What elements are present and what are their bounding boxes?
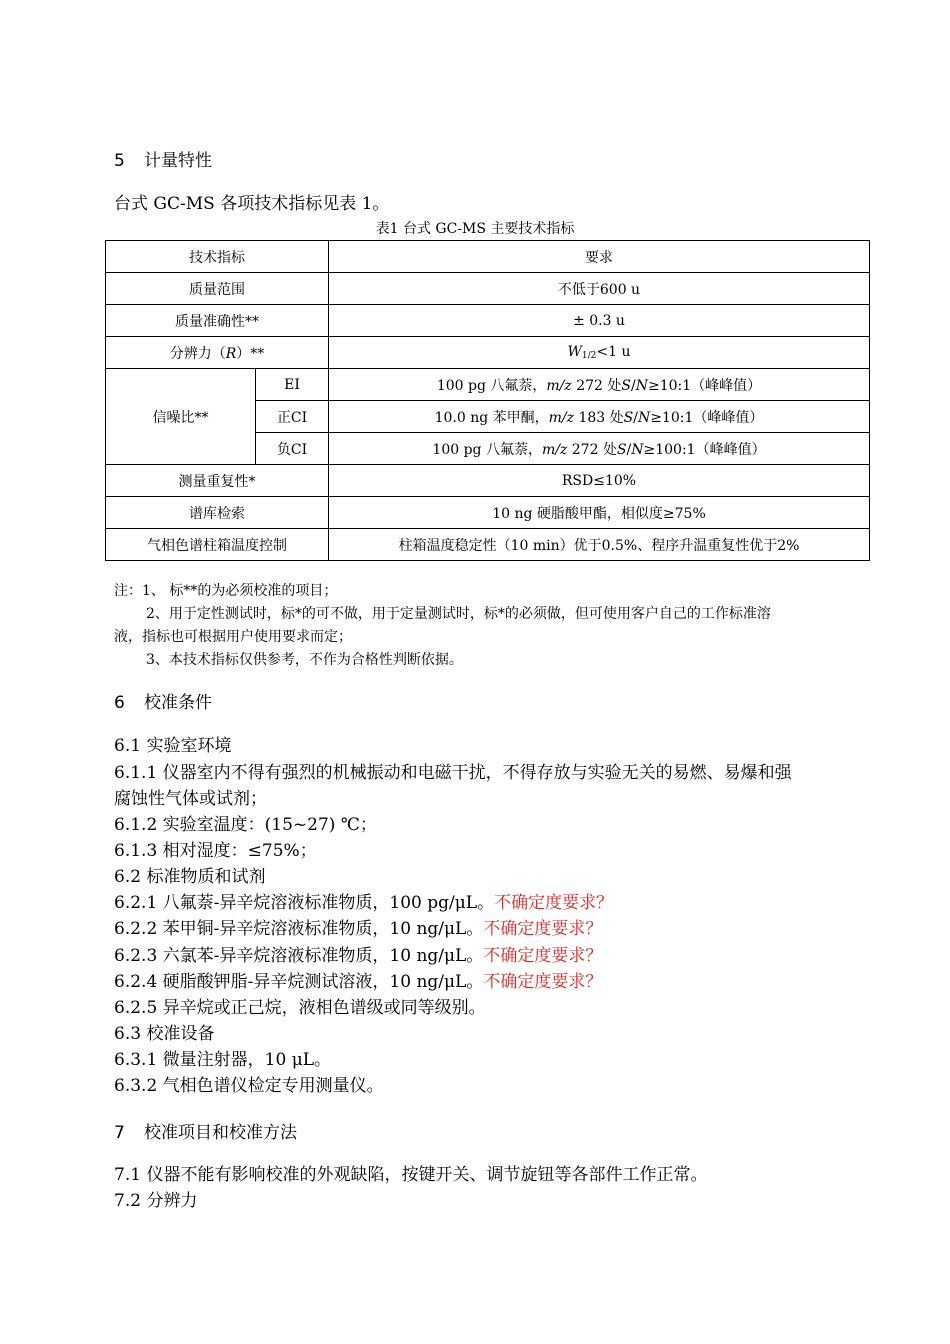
text-run: S [616,441,627,458]
table-row [106,369,870,401]
para-6-3: 6.3 校准设备 [114,1024,215,1044]
para-6-3-2: 6.3.2 气相色谱仪检定专用测量仪。 [114,1076,384,1096]
text-run: N [631,441,644,458]
table-header-req: 要求 [329,241,870,273]
section-6-heading [114,688,212,713]
uncertainty-annotation: 不确定度要求？ [483,946,603,966]
table-row [106,497,870,529]
uncertainty-annotation: 不确定度要求？ [494,893,614,913]
table-cell: 柱箱温度稳定性（10 min）优于0.5%、程序升温重复性优于2% [329,529,870,561]
table-row [106,529,870,561]
text-run: 6.2.1 八氟萘-异辛烷溶液标准物质，100 pg/μL。 [114,893,495,913]
text-run: <1 u [596,344,631,360]
para-6-2-5: 6.2.5 异辛烷或正己烷，液相色谱级或同等级别。 [114,998,486,1018]
section-number: 6 [114,693,125,713]
spec-table [105,240,870,561]
text-run: / [626,441,632,458]
note-1: 注：1、 标**的为必须校准的项目； [114,583,338,599]
text-run: S [623,409,634,426]
section-title: 校准条件 [144,693,212,713]
para-6-1-1: 6.1.1 仪器室内不得有强烈的机械振动和电磁干扰，不得存放与实验无关的易燃、易爆和强 [114,763,792,783]
table-row [106,305,870,337]
table-row [106,465,870,497]
text-run: N [635,377,648,394]
text-run: ≥10:1（峰峰值） [647,377,762,394]
text-run: ≥100:1（峰峰值） [643,441,766,458]
text-run: m/z [548,409,575,426]
note-3: 3、本技术指标仅供参考，不作为合格性判断依据。 [146,652,463,668]
text-run: 分辨力（ [169,345,226,362]
text-run: 272 处 [567,441,617,458]
table-cell-snr: 信噪比** [106,369,256,465]
table-cell: 测量重复性* [106,465,329,497]
table-cell: 质量范围 [106,273,329,305]
text-run: S [621,377,631,394]
text-run: 10.0 ng 苯甲酮， [434,409,549,426]
text-run: N [637,409,651,426]
text-run: 6.2.4 硬脂酸钾脂-异辛烷测试溶液，10 ng/μL。 [114,972,484,992]
text-run: 272 处 [571,377,622,394]
text-run: ≥10:1（峰峰值） [650,409,764,426]
para-6-1-2: 6.1.2 实验室温度：(15~27) ℃； [114,815,377,835]
section-5-intro: 台式 GC-MS 各项技术指标见表 1。 [114,194,390,214]
table-cell: ± 0.3 u [329,305,870,337]
text-run: m/z [546,377,572,394]
para-6-2: 6.2 标准物质和试剂 [114,867,266,887]
text-run: 6.2.2 苯甲铜-异辛烷溶液标准物质，10 ng/μL。 [114,919,484,939]
subscript: 1/2 [581,351,597,361]
table-cell: 10 ng 硬脂酸甲酯，相似度≥75% [329,497,870,529]
table-row [106,273,870,305]
text-run: 100 pg 八氟萘， [436,377,547,394]
para-6-1-3: 6.1.3 相对湿度：≤75%； [114,841,317,861]
para-6-2-1 [114,888,613,913]
section-title: 计量特性 [144,151,212,171]
text-run: R [225,345,237,362]
table-header-item: 技术指标 [106,241,329,273]
table-cell [329,369,870,401]
section-number: 5 [114,151,125,171]
table-cell: EI [256,369,329,401]
text-run: / [633,409,638,426]
table-caption: 表1 台式 GC-MS 主要技术指标 [375,221,575,237]
para-6-2-2 [114,914,602,939]
table-cell: 正CI [256,401,329,433]
section-7-heading [114,1118,297,1143]
para-7-2: 7.2 分辨力 [114,1191,198,1211]
table-cell [329,401,870,433]
table-cell: 谱库检索 [106,497,329,529]
para-6-1-1-cont: 腐蚀性气体或试剂； [114,789,267,809]
section-title: 校准项目和校准方法 [144,1123,297,1143]
table-cell: 负CI [256,433,329,465]
para-7-1: 7.1 仪器不能有影响校准的外观缺陷，按键开关、调节旋钮等各部件工作正常。 [114,1165,708,1185]
table-cell: 不低于600 u [329,273,870,305]
text-run: 183 处 [574,409,624,426]
text-run: 100 pg 八氟萘， [432,441,542,458]
table-cell [329,337,870,369]
text-run: ）** [236,345,265,362]
table-row [106,241,870,273]
text-run: W [567,344,582,360]
table-cell: RSD≤10% [329,465,870,497]
para-6-2-4 [114,967,602,992]
table-cell [329,433,870,465]
note-2: 2、用于定性测试时，标*的可不做，用于定量测试时，标*的必须做，但可使用客户自己的工作标准溶 [146,606,771,622]
uncertainty-annotation: 不确定度要求？ [483,919,603,939]
para-6-1: 6.1 实验室环境 [114,736,232,756]
table-cell: 气相色谱柱箱温度控制 [106,529,329,561]
table-cell [106,337,329,369]
text-run: m/z [541,441,568,458]
para-6-2-3 [114,941,602,966]
section-number: 7 [114,1123,125,1143]
para-6-3-1: 6.3.1 微量注射器，10 μL。 [114,1050,332,1070]
note-2-cont: 液，指标也可根据用户使用要求而定； [114,629,352,645]
table-cell: 质量准确性** [106,305,329,337]
section-5-heading [114,146,212,171]
table-row [106,337,870,369]
uncertainty-annotation: 不确定度要求？ [483,972,603,992]
text-run: / [631,377,636,394]
text-run: 6.2.3 六氯苯-异辛烷溶液标准物质，10 ng/μL。 [114,946,484,966]
